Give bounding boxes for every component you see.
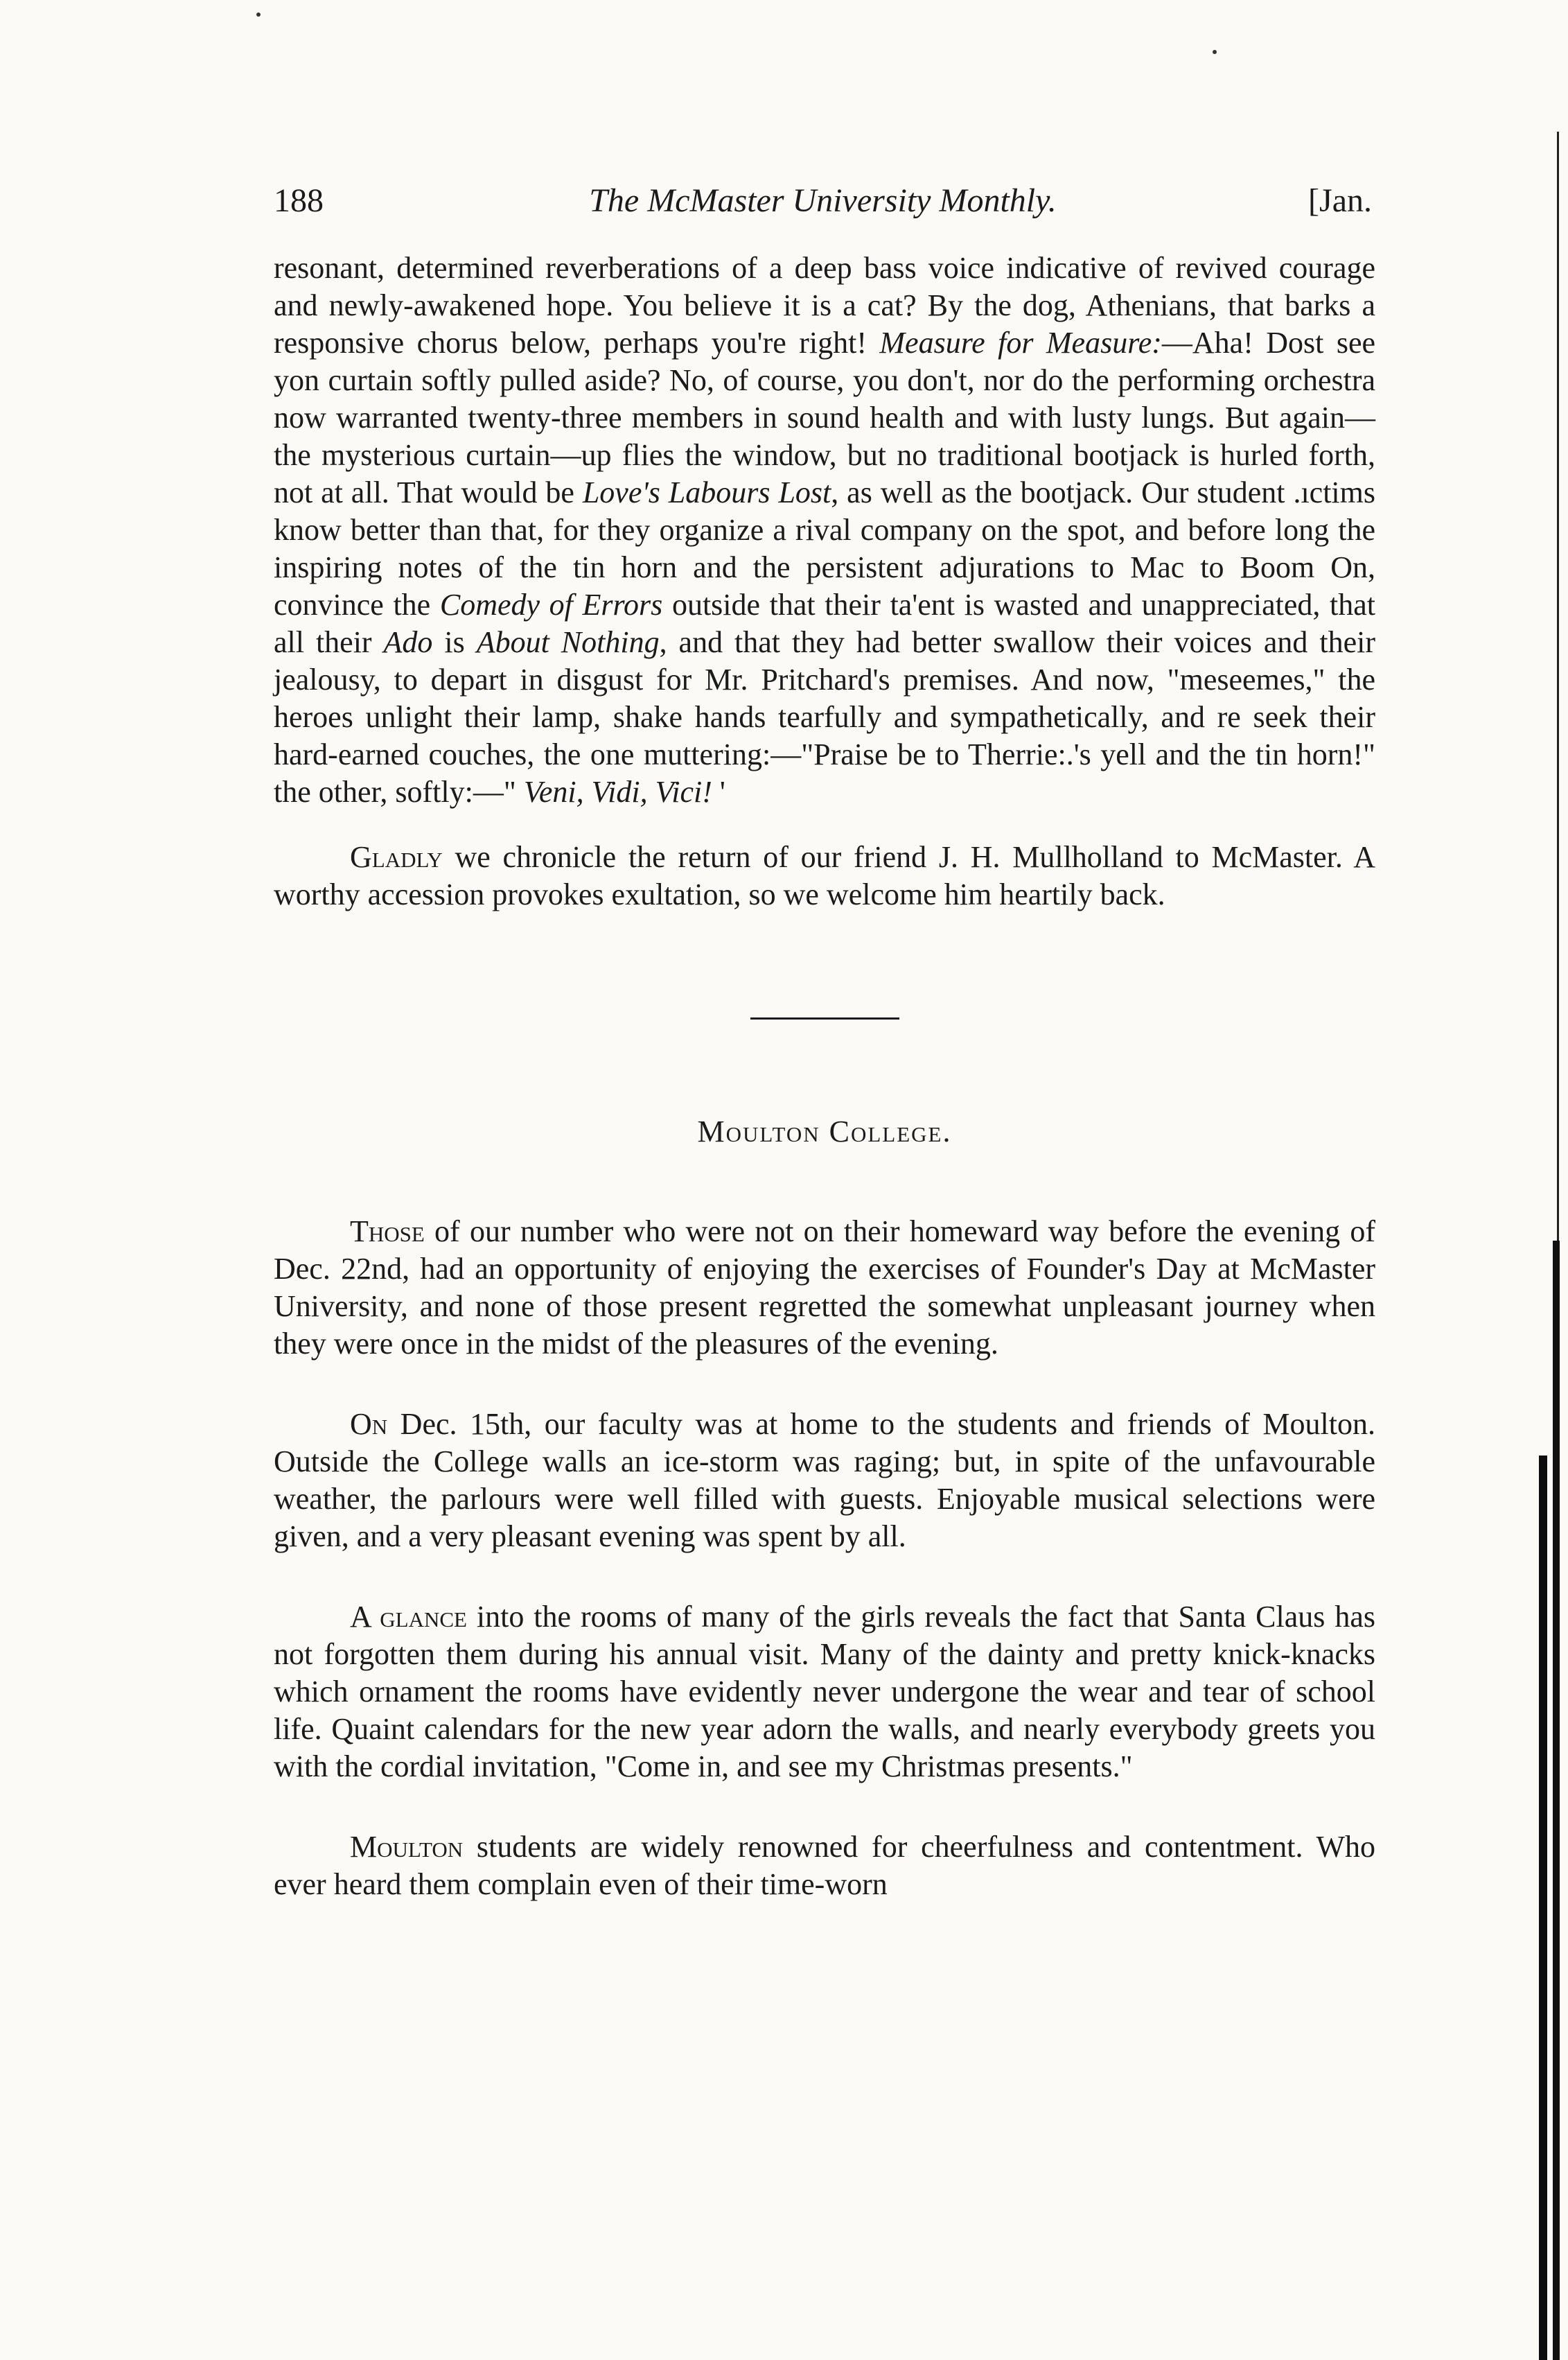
scan-speck bbox=[256, 12, 261, 17]
paragraph-cheerfulness: Moulton students are widely renowned for cheerfulness and contentment. Who ever heard them complain even of their time-worn bbox=[274, 1830, 1375, 1901]
paragraph-founders-day: Those of our number who were not on their homeward way before the evening of Dec. 22nd, had an opportunity of enjoying the exercises of Founder's Day at McMaster University, and none of those present regretted the somewhat unpleasant journey when they were once in the midst of the pleasures of the evening. bbox=[274, 1214, 1375, 1361]
scan-edge-shadow bbox=[1538, 1456, 1547, 2360]
paragraph-at-home: On Dec. 15th, our faculty was at home to the students and friends of Moulton. Outside the College walls an ice-storm was raging; but, in spite of the unfavourable weather, the parlours were well filled with guests. Enjoyable musical selections were given, and a very pleasant evening was spent by all. bbox=[274, 1407, 1375, 1553]
play-title: Love's Labours Lost bbox=[582, 475, 831, 509]
scan-speck bbox=[1213, 50, 1217, 54]
play-title: Measure for Measure: bbox=[879, 326, 1162, 360]
lead-word: Gladly bbox=[350, 840, 443, 874]
paragraph-continued: resonant, determined reverberations of a deep bass voice indicative of revived courage and newly-awakened hope. You believe it is a cat? By the dog, Athenians, that barks a responsive chorus below, perhaps you're right! Measure for Measure:—Aha! Dost see yon curtain softly pulled aside? No, of course, you don't, nor do the performing orchestra now warranted twenty-three members in sound health and with lusty lungs. But again—the mysterious curtain—up flies the window, but no traditional bootjack is hurled forth, not at all. That would be Love's Labours Lost, as well as the bootjack. Our student .ıctims know better than that, for they organize a rival company on the spot, and before long the inspiring notes of the tin horn and the persistent adjurations to Mac to Boom On, convince the Comedy of Errors outside that their ta'ent is wasted and unappreciated, that all their Ado is About Nothing, and that they had better swallow their voices and their jealousy, to depart in disgust for Mr. Pritchard's premises. And now, "meseemes," the heroes unlight their lamp, shake hands tearfully and sympathetically, and re seek their hard-earned couches, the one muttering:—"Praise be to Therrie:.'s yell and the tin horn!" the other, softly:—" Veni, Vidi, Vici! ' bbox=[274, 251, 1376, 809]
latin-quote: Veni, Vidi, Vici! bbox=[523, 775, 712, 809]
lead-word: Moulton bbox=[350, 1830, 464, 1864]
section-title: Moulton College. bbox=[697, 1115, 952, 1148]
article-body bbox=[274, 250, 1375, 1903]
running-header bbox=[274, 177, 1372, 225]
lead-word: Those bbox=[350, 1214, 425, 1248]
journal-title: The McMaster University Monthly. bbox=[589, 182, 1057, 219]
lead-word: A glance bbox=[350, 1600, 467, 1634]
play-title: Comedy of Errors bbox=[439, 588, 663, 622]
paragraph-mullholland: Gladly we chronicle the return of our friend J. H. Mullholland to McMaster. A worthy accession provokes exultation, so we welcome him heartily back. bbox=[274, 840, 1375, 911]
section-divider bbox=[750, 1017, 899, 1020]
play-title: Ado bbox=[383, 625, 433, 659]
lead-word: On bbox=[350, 1407, 388, 1441]
page-number: 188 bbox=[274, 182, 324, 219]
issue-month: [Jan. bbox=[1308, 182, 1372, 219]
play-title: About Nothing bbox=[476, 625, 660, 659]
scan-edge-shadow bbox=[1547, 132, 1562, 2360]
paragraph-santa: A glance into the rooms of many of the girls reveals the fact that Santa Claus has not forgotten them during his annual visit. Many of the dainty and pretty knick-knacks which ornament the rooms have evidently never undergone the wear and tear of school life. Quaint calendars for the new year adorn the walls, and nearly everybody greets you with the cordial invitation, "Come in, and see my Christmas presents." bbox=[274, 1600, 1375, 1783]
